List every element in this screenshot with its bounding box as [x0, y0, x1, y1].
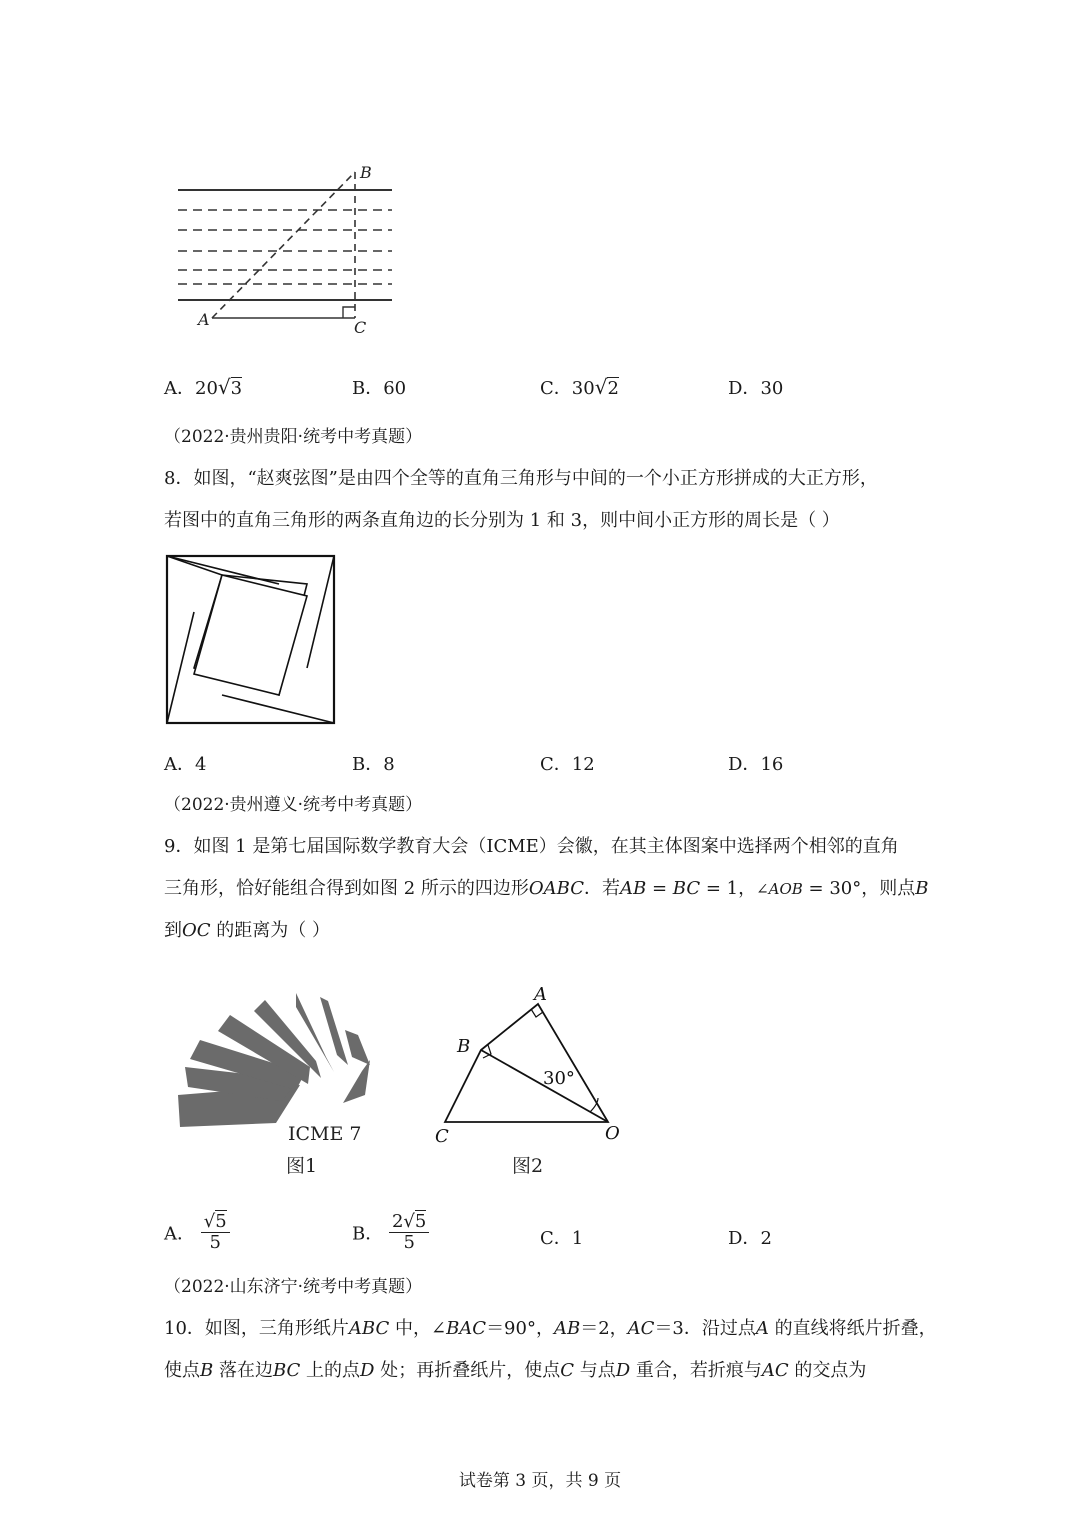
option-coefficient: 30: [571, 378, 595, 399]
label-b: B: [360, 163, 372, 182]
option-coefficient: 20: [195, 378, 218, 399]
option-letter: A．: [164, 1223, 195, 1245]
option-a-q9[interactable]: [164, 1212, 230, 1253]
question-source-q8: （2022·贵州贵阳·统考中考真题）: [164, 427, 423, 447]
figure-quadrilateral-oabc: [430, 980, 630, 1180]
option-b-q9[interactable]: [352, 1212, 429, 1253]
option-letter: C．: [540, 1228, 572, 1249]
option-value: 12: [571, 754, 595, 775]
option-d-q8[interactable]: [728, 750, 783, 776]
math-var: D: [360, 1360, 375, 1381]
sqrt-symbol: √: [217, 375, 231, 399]
label-a: A: [198, 310, 210, 329]
text-run: 中，∠: [389, 1318, 447, 1339]
option-value: 1: [571, 1228, 584, 1249]
fig2-label-b: B: [457, 1036, 471, 1057]
option-value: 30: [760, 378, 784, 399]
question-text-q8-line2: 若图中的直角三角形的两条直角边的长分别为 1 和 3，则中间小正方形的周长是（ ）: [164, 510, 840, 531]
question-text-q10-line2: [164, 1358, 866, 1384]
math-var: OC: [182, 920, 211, 941]
question-source-q9: （2022·贵州遵义·统考中考真题）: [164, 795, 423, 815]
text-run: = 1，: [700, 878, 757, 899]
option-value: 60: [383, 378, 407, 399]
question-text-q9-line1: 9．如图 1 是第七届国际数学教育大会（ICME）会徽，在其主体图案中选择两个相邻的直角: [164, 836, 899, 857]
math-var: A: [755, 1318, 769, 1339]
math-var: ABC: [348, 1318, 390, 1339]
text-run: 的直线将纸片折叠，: [768, 1318, 937, 1339]
sqrt-symbol: √: [203, 1211, 216, 1232]
option-b-q7[interactable]: [352, 374, 406, 400]
text-run: 到: [164, 920, 182, 941]
option-c-q9[interactable]: [540, 1224, 583, 1250]
option-c-q7[interactable]: [540, 374, 619, 400]
fig2-label-o: O: [605, 1123, 620, 1144]
math-var: B: [915, 878, 929, 899]
fig2-label-c: C: [435, 1126, 449, 1147]
option-letter: D．: [728, 1228, 761, 1249]
text-run: ＝3．沿过点: [654, 1318, 756, 1339]
text-run: 重合，若折痕与: [630, 1360, 762, 1381]
fraction-radicand: 5: [414, 1211, 427, 1232]
option-value: 4: [195, 754, 207, 775]
fraction: [201, 1212, 230, 1253]
icme-caption: ICME 7: [288, 1123, 362, 1145]
text-run: ．若: [584, 878, 620, 899]
option-a-q7[interactable]: [164, 374, 242, 400]
text-run: 上的点: [300, 1360, 361, 1381]
option-value: 16: [760, 754, 784, 775]
sqrt-symbol: √: [403, 1211, 415, 1232]
math-var: C: [560, 1360, 574, 1381]
option-d-q7[interactable]: [728, 374, 783, 400]
fig2-label-a: A: [534, 984, 547, 1005]
text-run: ＝2，: [580, 1318, 628, 1339]
option-b-q8[interactable]: [352, 750, 395, 776]
fig2-label: 图2: [512, 1155, 544, 1177]
question-text-q9-line3: [164, 918, 330, 944]
math-var: AB: [620, 878, 647, 899]
label-c: C: [354, 318, 367, 337]
fig1-label: 图1: [286, 1155, 318, 1177]
text-run: ＝90°，: [486, 1318, 554, 1339]
question-text-q9-line2: [164, 876, 929, 902]
option-radicand: 3: [230, 378, 243, 399]
option-letter: A．: [164, 378, 195, 399]
option-letter: C．: [540, 754, 572, 775]
fig2-angle: 30°: [543, 1068, 575, 1089]
math-var: BC: [672, 878, 701, 899]
text-run: 使点: [164, 1360, 200, 1381]
fraction-denominator: 5: [209, 1232, 221, 1253]
option-letter: B．: [352, 1223, 384, 1245]
option-letter: C．: [540, 378, 572, 399]
question-source-q10: （2022·山东济宁·统考中考真题）: [164, 1277, 423, 1297]
math-var: BAC: [446, 1318, 487, 1339]
text-run: 落在边: [213, 1360, 273, 1381]
math-var: AB: [553, 1318, 581, 1339]
text-run: 三角形，恰好能组合得到如图 2 所示的四边形: [164, 878, 529, 899]
page-footer: 试卷第 3 页，共 9 页: [458, 1471, 622, 1491]
math-var: AC: [761, 1360, 789, 1381]
question-text-q10-line1: [164, 1316, 937, 1342]
fraction-coefficient: 2: [391, 1211, 404, 1232]
question-text-q8-line1: 8．如图，“赵爽弦图”是由四个全等的直角三角形与中间的一个小正方形拼成的大正方形，: [164, 468, 878, 489]
text-run: 的距离为（ ）: [210, 920, 330, 941]
option-letter: B．: [352, 378, 384, 399]
math-var: B: [200, 1360, 214, 1381]
text-run: = 30°，则点: [802, 878, 916, 899]
text-run: 处；再折叠纸片，使点: [374, 1360, 561, 1381]
sqrt-symbol: √: [594, 375, 608, 399]
text-run: 与点: [574, 1360, 616, 1381]
math-var: AC: [627, 1318, 655, 1339]
text-run: 10．如图，三角形纸片: [164, 1318, 349, 1339]
option-c-q8[interactable]: [540, 750, 595, 776]
math-var: OABC: [528, 878, 584, 899]
option-letter: D．: [728, 378, 761, 399]
option-a-q8[interactable]: [164, 750, 206, 776]
option-letter: A．: [164, 754, 195, 775]
option-radicand: 2: [607, 378, 619, 399]
text-run: =: [646, 878, 673, 899]
zhao-inner-square: [160, 550, 342, 730]
math-var: BC: [272, 1360, 301, 1381]
fraction-denominator: 5: [403, 1232, 415, 1253]
fraction: [389, 1212, 429, 1253]
math-var: D: [615, 1360, 631, 1381]
figure-icme-logo: [170, 985, 390, 1185]
option-letter: B．: [352, 754, 384, 775]
figure-river-triangle: [170, 160, 400, 340]
math-var: ∠AOB: [756, 880, 803, 898]
fraction-radicand: 5: [215, 1211, 227, 1232]
text-run: 的交点为: [788, 1360, 867, 1381]
option-value: 8: [383, 754, 395, 775]
option-d-q9[interactable]: [728, 1224, 772, 1250]
option-value: 2: [760, 1228, 772, 1249]
option-letter: D．: [728, 754, 761, 775]
